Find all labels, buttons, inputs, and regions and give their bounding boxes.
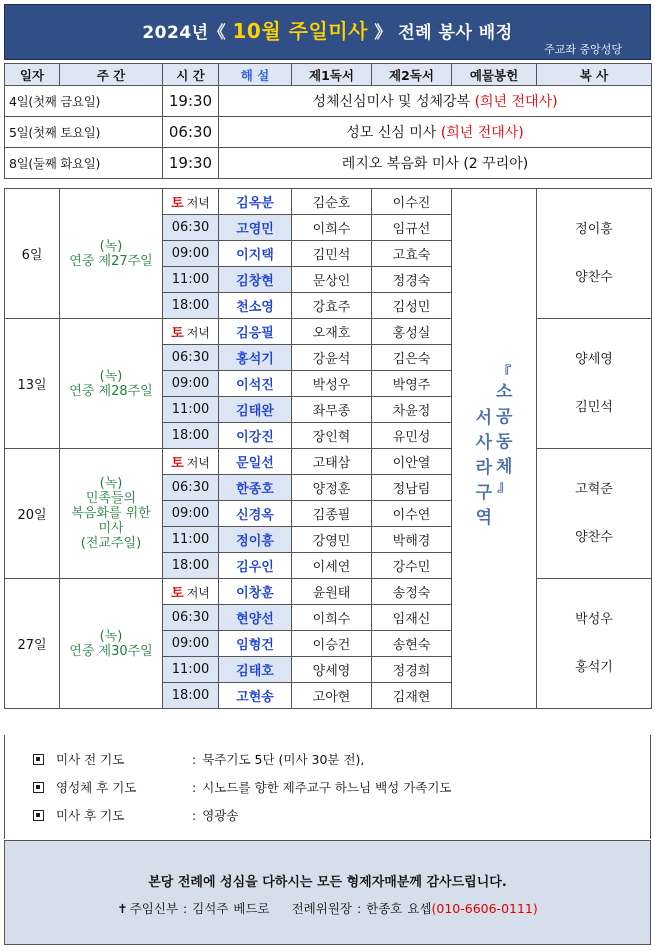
- mass-time: 18:00: [163, 553, 219, 579]
- reader1-name: 박성우: [292, 371, 372, 397]
- liturgical-week-line: (녹): [99, 628, 123, 644]
- special-mass-description: [219, 86, 652, 117]
- mass-time: 11:00: [163, 397, 219, 423]
- prayer-item: [33, 801, 650, 829]
- week-day: 6일: [5, 189, 60, 319]
- prayer-text: 시노드를 향한 제주교구 하느님 백성 가족기도: [202, 780, 452, 795]
- saturday-mark: 토: [171, 456, 184, 471]
- special-mass-note: (희년 전대사): [474, 94, 558, 110]
- special-mass-text: 성체신심미사 및 성체강복: [312, 94, 475, 110]
- offering-char: 역: [475, 508, 492, 528]
- saturday-evening-label: 저녁: [186, 586, 210, 600]
- column-header-commentator: 해 설: [219, 64, 292, 86]
- column-header-date: 일자: [5, 64, 60, 86]
- offering-char: 라: [475, 458, 492, 478]
- reader2-name: 유민성: [372, 423, 452, 449]
- mass-time: 09:00: [163, 501, 219, 527]
- commentator-name: 이창훈: [219, 579, 292, 605]
- special-mass-description: [219, 148, 652, 179]
- server-name: 양세영: [575, 351, 613, 367]
- special-mass-text: 레지오 복음화 미사 (2 꾸리아): [341, 156, 529, 172]
- checkbox-icon: [33, 782, 44, 793]
- prayer-item: [33, 745, 650, 773]
- commentator-name: 고영민: [219, 215, 292, 241]
- special-mass-date: 8일(둘째 화요일): [5, 148, 163, 179]
- offering-char: 서: [475, 408, 492, 428]
- reader1-name: 김순호: [292, 189, 372, 215]
- server-cell: [537, 189, 652, 319]
- reader2-name: 이수진: [372, 189, 452, 215]
- mass-time: 11:00: [163, 267, 219, 293]
- committee-chair: 전례위원장 : 한종호 요셉: [291, 901, 432, 916]
- reader1-name: 강효주: [292, 293, 372, 319]
- commentator-name: 임형건: [219, 631, 292, 657]
- commentator-name: 신경옥: [219, 501, 292, 527]
- offering-char: 사: [475, 433, 492, 453]
- reader1-name: 좌무종: [292, 397, 372, 423]
- commentator-name: 천소영: [219, 293, 292, 319]
- reader2-name: 차윤정: [372, 397, 452, 423]
- reader2-name: 이안열: [372, 449, 452, 475]
- cross-icon: ✝: [117, 901, 128, 916]
- liturgical-week-line: 미사: [98, 521, 124, 536]
- offering-char: 체: [496, 457, 513, 477]
- commentator-name: 한종호: [219, 475, 292, 501]
- week-day: 13일: [5, 319, 60, 449]
- offering-text: [452, 366, 536, 531]
- mass-row: [5, 579, 652, 605]
- reader1-name: 고태삼: [292, 449, 372, 475]
- offering-char: 구: [475, 483, 492, 503]
- commentator-name: 현양선: [219, 605, 292, 631]
- spacer-row: [5, 179, 652, 189]
- offering-char: 동: [496, 432, 513, 452]
- commentator-name: 이지택: [219, 241, 292, 267]
- reader2-name: 고효숙: [372, 241, 452, 267]
- mass-row: [5, 189, 652, 215]
- bracket-open: 『: [497, 365, 512, 381]
- saturday-evening-label: 저녁: [186, 456, 210, 470]
- reader2-name: 김은숙: [372, 345, 452, 371]
- mass-time: [163, 579, 219, 605]
- liturgical-week-line: 연중 제27주일: [69, 253, 153, 269]
- reader2-name: 김재현: [372, 683, 452, 709]
- reader2-name: 강수민: [372, 553, 452, 579]
- page-title: [5, 15, 650, 44]
- commentator-name: 고현송: [219, 683, 292, 709]
- thanks-message: 본당 전례에 성심을 다하시는 모든 형제자매분께 감사드립니다.: [148, 875, 507, 890]
- liturgical-week: [60, 319, 163, 449]
- spacer-cell: [5, 179, 652, 189]
- special-mass-date: 4일(첫째 금요일): [5, 86, 163, 117]
- mass-time: 09:00: [163, 371, 219, 397]
- server-name: 김민석: [575, 399, 613, 415]
- title-suffix: 》 전례 봉사 배정: [374, 23, 513, 43]
- liturgical-week-line: (녹): [99, 476, 123, 491]
- server-name: 고혁준: [575, 481, 613, 497]
- schedule-table: [4, 63, 652, 709]
- liturgical-week-line: (녹): [99, 238, 123, 254]
- title-prefix: 2024년《: [142, 23, 227, 43]
- prayer-colon: :: [192, 779, 197, 795]
- reader2-name: 정경희: [372, 657, 452, 683]
- saturday-mark: 토: [171, 326, 184, 341]
- commentator-name: 이석진: [219, 371, 292, 397]
- saturday-evening-label: 저녁: [186, 326, 210, 340]
- mass-row: [5, 449, 652, 475]
- prayer-item: [33, 773, 650, 801]
- phone-number: (010-6606-0111): [431, 901, 538, 916]
- special-mass-time: 19:30: [163, 148, 219, 179]
- mass-time: 18:00: [163, 293, 219, 319]
- footer: [4, 840, 651, 945]
- special-mass-description: [219, 117, 652, 148]
- reader1-name: 문상인: [292, 267, 372, 293]
- column-header-time: 시 간: [163, 64, 219, 86]
- mass-time: 11:00: [163, 527, 219, 553]
- mass-time: 18:00: [163, 683, 219, 709]
- column-header-reader2: 제2독서: [372, 64, 452, 86]
- liturgical-week-line: (전교주일): [80, 536, 142, 551]
- special-mass-row: [5, 86, 652, 117]
- reader2-name: 송현숙: [372, 631, 452, 657]
- server-name: 박성우: [575, 611, 613, 627]
- special-mass-row: [5, 117, 652, 148]
- reader1-name: 이희수: [292, 215, 372, 241]
- offering-char: 공: [496, 407, 513, 427]
- server-name: 양찬수: [575, 529, 613, 545]
- liturgical-week-line: 연중 제30주일: [69, 643, 153, 659]
- reader1-name: 강영민: [292, 527, 372, 553]
- prayer-colon: :: [192, 807, 197, 823]
- commentator-name: 김창현: [219, 267, 292, 293]
- reader1-name: 장인혁: [292, 423, 372, 449]
- reader1-name: 양정훈: [292, 475, 372, 501]
- reader2-name: 박영주: [372, 371, 452, 397]
- server-cell: [537, 319, 652, 449]
- commentator-name: 김태호: [219, 657, 292, 683]
- liturgical-week-line: 연중 제28주일: [69, 383, 153, 399]
- reader1-name: 김민석: [292, 241, 372, 267]
- column-header-reader1: 제1독서: [292, 64, 372, 86]
- column-header-offering: 예물봉헌: [452, 64, 537, 86]
- parish-name: 주교좌 중앙성당: [544, 43, 622, 56]
- liturgical-week: [60, 449, 163, 579]
- reader2-name: 김성민: [372, 293, 452, 319]
- reader2-name: 정경숙: [372, 267, 452, 293]
- offering-char: 소: [496, 382, 513, 402]
- week-day: 20일: [5, 449, 60, 579]
- reader2-name: 홍성실: [372, 319, 452, 345]
- special-mass-time: 19:30: [163, 86, 219, 117]
- special-mass-time: 06:30: [163, 117, 219, 148]
- special-mass-date: 5일(첫째 토요일): [5, 117, 163, 148]
- reader2-name: 임규선: [372, 215, 452, 241]
- reader1-name: 윤원태: [292, 579, 372, 605]
- liturgical-week: [60, 579, 163, 709]
- mass-time: 11:00: [163, 657, 219, 683]
- reader1-name: 양세영: [292, 657, 372, 683]
- offering-right-column: [496, 366, 512, 531]
- mass-time: 09:00: [163, 241, 219, 267]
- commentator-name: 홍석기: [219, 345, 292, 371]
- prayer-text: 묵주기도 5단 (미사 30분 전),: [202, 752, 365, 767]
- liturgical-week-line: (녹): [99, 368, 123, 384]
- special-mass-text: 성모 신심 미사: [346, 125, 441, 141]
- mass-time: 06:30: [163, 605, 219, 631]
- mass-time: 09:00: [163, 631, 219, 657]
- commentator-name: 정이흥: [219, 527, 292, 553]
- prayer-colon: :: [192, 751, 197, 767]
- column-header-row: [5, 64, 652, 86]
- commentator-name: 이강진: [219, 423, 292, 449]
- mass-time: 06:30: [163, 345, 219, 371]
- reader2-name: 정남림: [372, 475, 452, 501]
- reader2-name: 송정숙: [372, 579, 452, 605]
- reader1-name: 김종필: [292, 501, 372, 527]
- commentator-name: 김태완: [219, 397, 292, 423]
- prayer-list: [4, 735, 651, 839]
- commentator-name: 문일선: [219, 449, 292, 475]
- mass-time: 18:00: [163, 423, 219, 449]
- liturgical-week: [60, 189, 163, 319]
- reader2-name: 이수연: [372, 501, 452, 527]
- server-name: 정이흥: [575, 221, 613, 237]
- server-name: 홍석기: [575, 659, 613, 675]
- pastor-name: 주임신부 : 김석주 베드로: [129, 901, 270, 916]
- mass-time: [163, 449, 219, 475]
- reader1-name: 이희수: [292, 605, 372, 631]
- mass-row: [5, 319, 652, 345]
- mass-time: 06:30: [163, 475, 219, 501]
- reader1-name: 이세연: [292, 553, 372, 579]
- column-header-server: 복 사: [537, 64, 652, 86]
- header-banner: [4, 4, 651, 60]
- commentator-name: 김응필: [219, 319, 292, 345]
- week-day: 27일: [5, 579, 60, 709]
- liturgical-week-line: 복음화를 위한: [71, 506, 151, 521]
- mass-time: [163, 189, 219, 215]
- prayer-text: 영광송: [202, 808, 239, 823]
- server-cell: [537, 579, 652, 709]
- reader1-name: 고아현: [292, 683, 372, 709]
- mass-time: [163, 319, 219, 345]
- server-name: 양찬수: [575, 269, 613, 285]
- checkbox-icon: [33, 754, 44, 765]
- special-mass-note: (희년 전대사): [440, 125, 524, 141]
- saturday-mark: 토: [171, 196, 184, 211]
- reader1-name: 오재호: [292, 319, 372, 345]
- commentator-name: 김우인: [219, 553, 292, 579]
- bracket-close: 』: [497, 479, 512, 495]
- saturday-evening-label: 저녁: [186, 196, 210, 210]
- reader2-name: 박해경: [372, 527, 452, 553]
- title-month: 10월 주일미사: [232, 19, 368, 43]
- reader1-name: 강윤석: [292, 345, 372, 371]
- special-mass-row: [5, 148, 652, 179]
- commentator-name: 김옥분: [219, 189, 292, 215]
- prayer-label: 미사 후 기도: [56, 808, 125, 823]
- liturgical-week-line: 민족들의: [85, 491, 137, 506]
- column-header-week: 주 간: [60, 64, 163, 86]
- reader2-name: 임재신: [372, 605, 452, 631]
- signature-line: [5, 899, 650, 917]
- offering-group: [452, 189, 537, 709]
- offering-left-column: [476, 366, 492, 531]
- checkbox-icon: [33, 810, 44, 821]
- mass-time: 06:30: [163, 215, 219, 241]
- saturday-mark: 토: [171, 586, 184, 601]
- prayer-label: 영성체 후 기도: [56, 780, 137, 795]
- server-cell: [537, 449, 652, 579]
- reader1-name: 이승건: [292, 631, 372, 657]
- prayer-label: 미사 전 기도: [56, 752, 125, 767]
